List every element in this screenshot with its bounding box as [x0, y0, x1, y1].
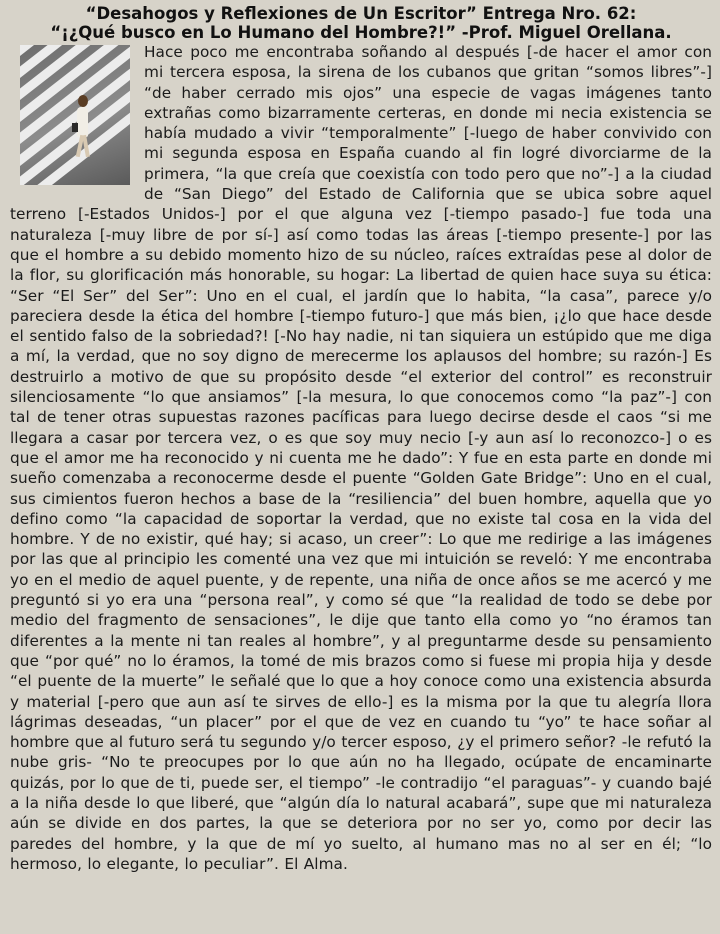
- pedestrian-head: [78, 95, 88, 107]
- pedestrian-body: [77, 107, 88, 137]
- article-body: Hace poco me encontraba soñando al después [-de hacer el amor con mi tercera esposa, la sirena de los cubanos que gritan “somos libres”-] “de haber cerrado mis ojos” una especie de vagas imágenes tanto extrañas como bizarramente certeras, en donde mi necia existencia se había mudado a vivir “temporalmente” [-luego de haber convivido con mi segunda esposa en España cuando al fin logré divorciarme de la primera, “la que creía que coexistía con todo pero que no”-] a la ciudad de “San Diego” del Estado de California que se ubica sobre aquel terreno [-Estados Unidos-] por el que alguna vez [-tiempo pasado-] fue toda una naturaleza [-muy libre de por sí-] así como todas las áreas [-tiempo presente-] por las que el hombre a su debido momento hizo de su núcleo, raíces extraídas pese al dolor de la flor, su glorificación más honorable, su hogar: La libertad de quien hace suya su ética: “Ser “El Ser” del Ser”: Uno en el cual, el jardín que lo habita, “la casa”, parece y/o pareciera desde la ética del hombre [-tiempo futuro-] que más bien, ¡¿lo que hace desde el sentido falso de la sobriedad?! [-No hay nadie, ni tan siquiera un estúpido que me diga a mí, la verdad, que no soy digno de merecerme los aplausos del hombre; su razón-] Es destruirlo a motivo de que su propósito desde “el exterior del control” es reconstruir silenciosamente “lo que ansiamos” [-la mesura, lo que conocemos como “la paz”-] con tal de tener otras supuestas razones pacíficas para luego decirse desde el caos “si me llegara a casar por tercera vez, o es que soy muy necio [-y aun así lo reconozco-] o es que el amor me ha reconocido y ni cuenta me he dado”: Y fue en esta parte en donde mi sueño comenzaba a reconocerme desde el puente “Golden Gate Bridge”: Uno en el cual, sus cimientos fueron hechos a base de la “resiliencia” del buen hombre, aquella que yo defino como “la capacidad de soportar la verdad, que no existe tal cosa en la vida del hombre. Y de no existir, qué hay; si acaso, un creer”: Lo que me redirige a las imágenes por las que al principio les comenté una vez que mi intuición se reveló: Y me encontraba yo en el medio de aquel puente, y de repente, una niña de once años se me acercó y me preguntó si yo era una “persona real”, y como sé que “la realidad de todo se debe por medio del fragmento de sensaciones”, le dije que tanto ella como yo “no éramos tan diferentes a la mente ni tan reales al hombre”, y al preguntarme desde su pensamiento que “por qué” no lo éramos, la tomé de mis brazos como si fuese mi propia hija y desde “el puente de la muerte” le señalé que lo que a hoy conoce como una existencia absurda y material [-pero que aun así te sirves de ello-] es la misma por la que tu alegría llora lágrimas deseadas, “un placer” por el que de vez en cuando tu “yo” te hace soñar al hombre que al futuro será tu segundo y/o tercer esposo, ¿y el primero señor? -le refutó la nube gris- “No te preocupes por lo que aún no ha llegado, ocúpate de encaminarte quizás, por lo que de ti, puede ser, el tiempo” -le contradijo “el paraguas”- y cuando bajé a la niña desde lo que liberé, que “algún día lo natural acabará”, supe que mi naturaleza aún se divide en dos partes, la que se deteriora por no ser yo, como por decir las paredes del hombre, y la que de mí yo suelto, al humano mas no al ser en él; “lo hermoso, lo elegante, lo peculiar”. El Alma.: [10, 43, 712, 873]
- article-title: [10, 4, 712, 42]
- title-line-1: “Desahogos y Reflexiones de Un Escritor” Entrega Nro. 62:: [85, 4, 637, 23]
- title-line-2: “¡¿Qué busco en Lo Humano del Hombre?!” -Prof. Miguel Orellana.: [50, 23, 672, 42]
- crosswalk-photo: [20, 45, 130, 185]
